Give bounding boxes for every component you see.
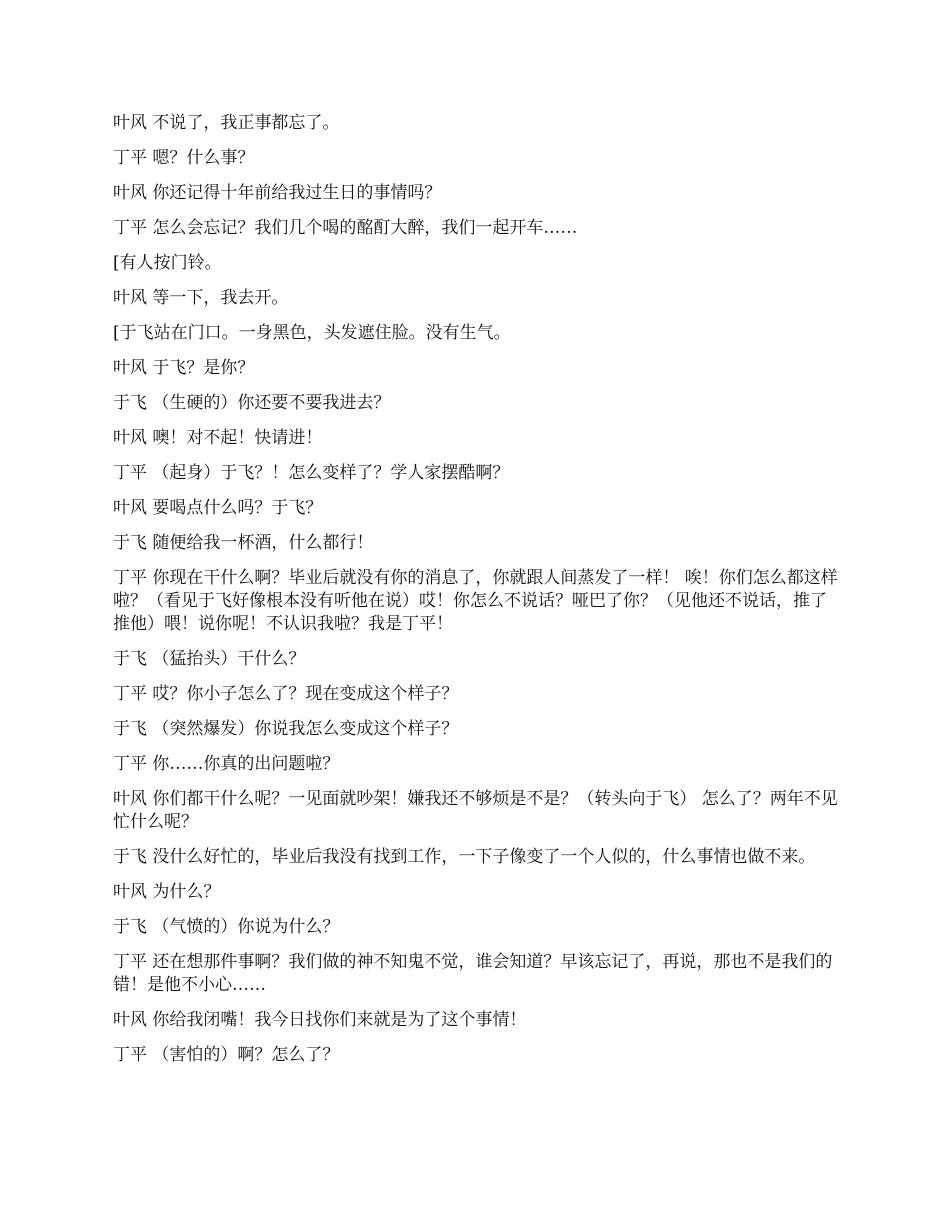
script-line: 丁平 （害怕的）啊？怎么了？: [113, 1045, 340, 1065]
script-body: [113, 112, 843, 1079]
stage-direction: [有人按门铃。: [113, 253, 222, 273]
script-line: 叶风 要喝点什么吗？于飞？: [113, 498, 323, 518]
script-line: 丁平 你现在干什么啊？毕业后就没有你的消息了，你就跟人间蒸发了一样！ 唉！你们怎么都这样啦？（看见于飞好像根本没有听他在说）哎！你怎么不说话？哑巴了你？（见他还不说话，推了推他）喂！说你呢！不认识我啦？我是丁平！: [113, 568, 838, 634]
script-line: 丁平 你……你真的出问题啦？: [113, 754, 340, 774]
script-line: 于飞 没什么好忙的，毕业后我没有找到工作，一下子像变了一个人似的，什么事情也做不来。: [113, 847, 816, 867]
script-line: 叶风 你还记得十年前给我过生日的事情吗？: [113, 183, 442, 203]
script-line: 于飞 （气愤的）你说为什么？: [113, 917, 340, 937]
script-line: 丁平 还在想那件事啊？我们做的神不知鬼不觉，谁会知道？早该忘记了，再说，那也不是我们的错！是他不小心……: [113, 952, 833, 995]
script-line: 于飞 （突然爆发）你说我怎么变成这个样子？: [113, 719, 459, 739]
script-line: 叶风 等一下，我去开。: [113, 288, 289, 308]
script-line: 丁平 （起身）于飞？！怎么变样了？学人家摆酷啊？: [113, 463, 510, 483]
script-line: 叶风 为什么？: [113, 882, 221, 902]
script-line: 叶风 你给我闭嘴！我今日找你们来就是为了这个事情！: [113, 1010, 527, 1030]
script-line: 丁平 哎？你小子怎么了？现在变成这个样子？: [113, 684, 459, 704]
stage-direction: [于飞站在门口。一身黑色，头发遮住脸。没有生气。: [113, 323, 511, 343]
script-line: 于飞 随便给我一杯酒，什么都行！: [113, 533, 374, 553]
script-line: 叶风 不说了，我正事都忘了。: [113, 113, 340, 133]
script-line: 于飞 （生硬的）你还要不要我进去？: [113, 393, 391, 413]
script-line: 叶风 于飞？是你？: [113, 358, 255, 378]
script-line: 叶风 噢！对不起！快请进！: [113, 428, 323, 448]
script-line: 丁平 嗯？什么事？: [113, 148, 255, 168]
script-line: 于飞 （猛抬头）干什么？: [113, 649, 306, 669]
script-line: 丁平 怎么会忘记？我们几个喝的酩酊大醉，我们一起开车……: [113, 218, 578, 238]
script-line: 叶风 你们都干什么呢？一见面就吵架！嫌我还不够烦是不是？（转头向于飞） 怎么了？两年不见忙什么呢？: [113, 789, 838, 832]
